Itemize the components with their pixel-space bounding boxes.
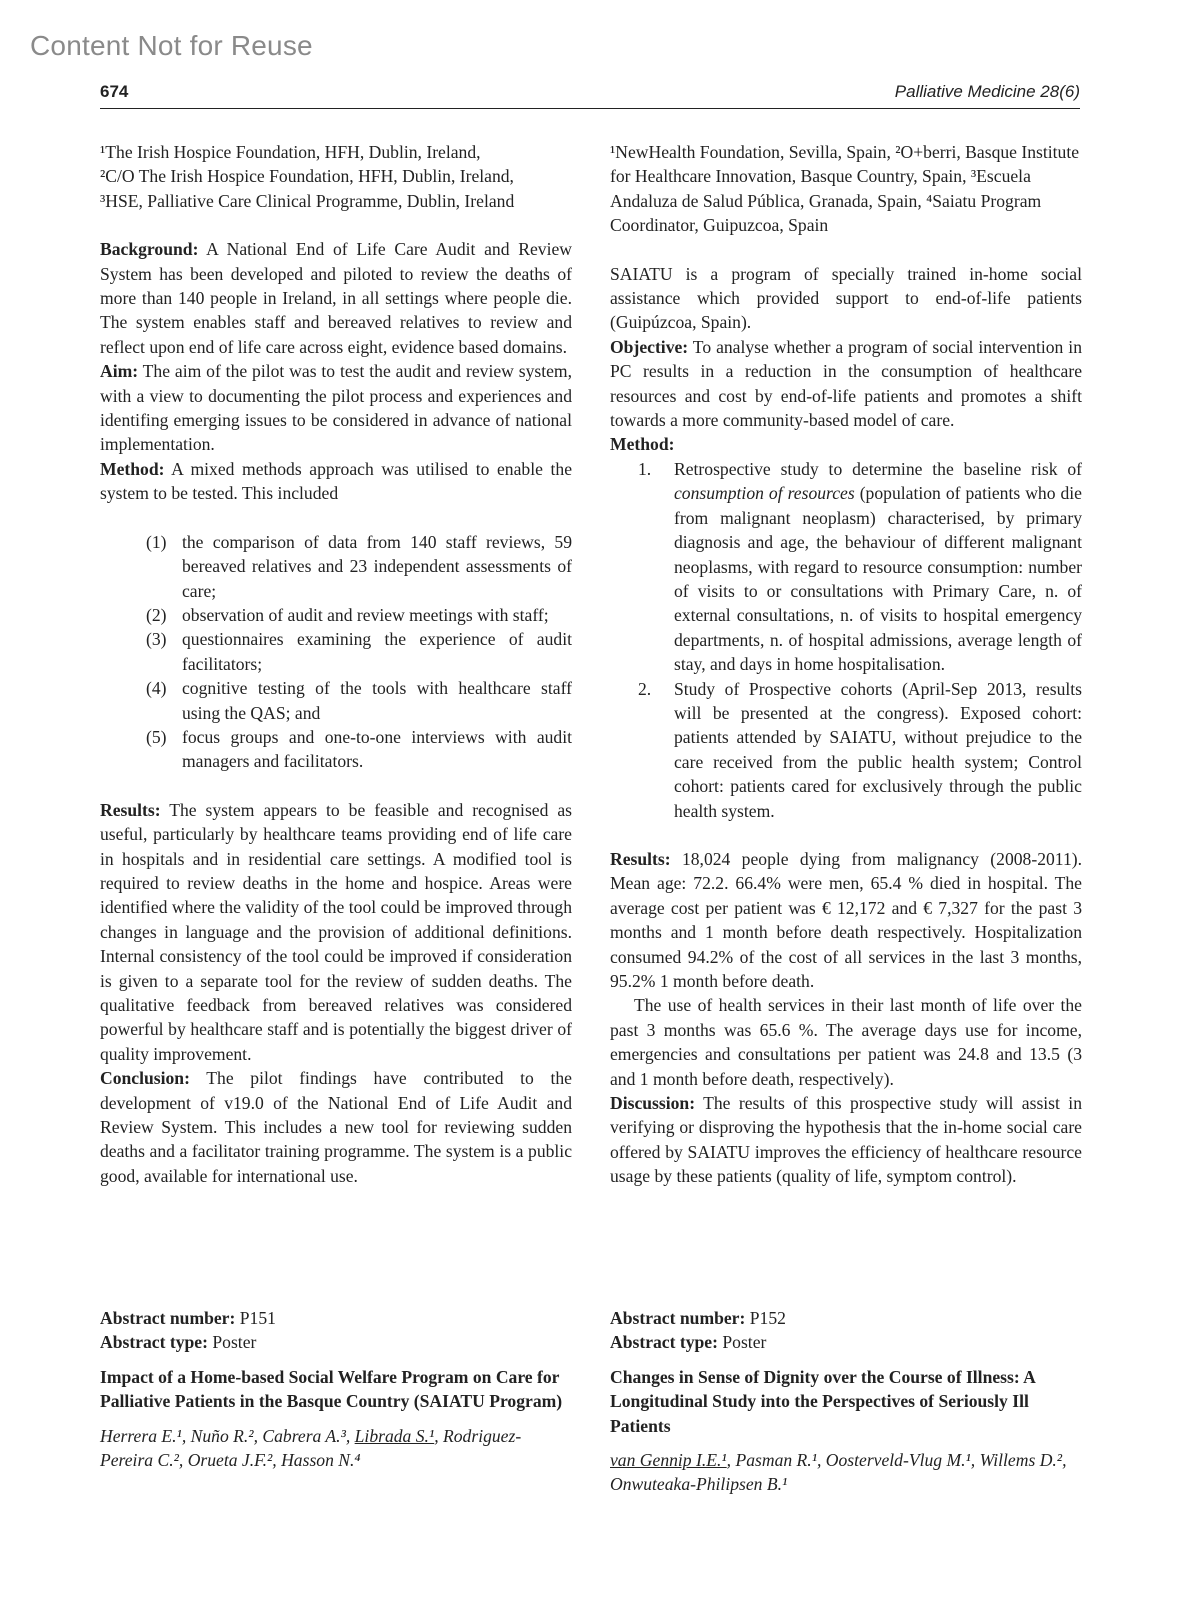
- list-text: focus groups and one-to-one interviews with audit managers and facilitators.: [182, 726, 572, 772]
- objective-paragraph: [610, 335, 1082, 433]
- presenting-author: van Gennip I.E.¹: [610, 1450, 727, 1471]
- abstract-number: [610, 1306, 1082, 1330]
- list-text: (population of patients who die from malignant neoplasm) characterised, by primary diagnosis and age, the behaviour of different malignant neoplasms, with regard to resource consumption: number of visits to or consultations with Primary Care, n. of external consultations, n. of visits to hospital emergency departments, n. of hospital admissions, average length of stay, and days in home hospitalisation.: [674, 483, 1082, 675]
- abstract-authors: [610, 1448, 1082, 1497]
- abstract-title: Impact of a Home-based Social Welfare Program on Care for Palliative Patients in the Basque Country (SAIATU Program): [100, 1366, 563, 1412]
- method-paragraph: [100, 457, 572, 506]
- list-number: (2): [146, 604, 167, 625]
- list-item: [146, 725, 572, 774]
- meta-value: P151: [235, 1308, 276, 1328]
- journal-title: Palliative Medicine 28(6): [894, 82, 1080, 101]
- section-text: 18,024 people dying from malignancy (2008-2011). Mean age: 72.2. 66.4% were men, 65.4 % died in hospital. The average cost per patient was € 12,172 and € 7,327 for the past 3 months and 1 month before death respectively. Hospitalization consumed 94.2% of the cost of all services in the last 3 months, 95.2% 1 month before death.: [610, 848, 1082, 991]
- results-paragraph: [610, 847, 1082, 993]
- presenting-author: Librada S.¹: [354, 1425, 435, 1446]
- section-label: Method:: [100, 458, 165, 479]
- section-label: Results:: [100, 799, 161, 820]
- section-label: Background:: [100, 239, 199, 260]
- meta-value: Poster: [207, 1332, 257, 1353]
- list-number: 2.: [638, 678, 652, 699]
- abstract-type: [610, 1330, 1082, 1354]
- list-number: (1): [146, 531, 167, 552]
- affiliations-p151: ¹NewHealth Foundation, Sevilla, Spain, ²O+berri, Basque Institute for Healthcare Innovation, Basque Country, Spain, ³Escuela Andaluza de Salud Pública, Granada, Spain, ⁴Saiatu Program Coordinator, Guipuzcoa, Spain: [610, 142, 1080, 236]
- abstract-authors: [100, 1424, 572, 1473]
- meta-label: Abstract type:: [100, 1332, 208, 1353]
- page-number: 674: [100, 82, 129, 101]
- meta-value: Poster: [717, 1332, 767, 1353]
- list-number: (5): [146, 726, 167, 747]
- background-paragraph: [100, 237, 572, 359]
- list-number: (3): [146, 629, 167, 650]
- left-column: [100, 140, 572, 1188]
- meta-label: Abstract number:: [100, 1308, 236, 1328]
- list-text: observation of audit and review meetings with staff;: [182, 604, 549, 625]
- list-text: the comparison of data from 140 staff reviews, 59 bereaved relatives and 23 independent assessments of care;: [182, 531, 572, 601]
- watermark: Content Not for Reuse: [30, 30, 313, 61]
- section-text: The aim of the pilot was to test the audit and review system, with a view to documenting the pilot process and experiences and identifing emerging issues to be considered in advance of national implementation.: [100, 361, 572, 455]
- section-label: Results:: [610, 848, 671, 869]
- discussion-paragraph: [610, 1091, 1082, 1189]
- method-list: [610, 457, 1082, 823]
- list-item: [638, 457, 1082, 677]
- section-label: Method:: [610, 434, 675, 455]
- section-text: A mixed methods approach was utilised to enable the system to be tested. This included: [100, 458, 572, 504]
- list-item: [638, 677, 1082, 823]
- list-text: Study of Prospective cohorts (April-Sep 2013, results will be presented at the congress). Exposed cohort: patients attended by SAIATU, without prejudice to the care received from the public health system; Control cohort: patients cared for exclusively through the public health system.: [674, 678, 1082, 821]
- authors-text: Herrera E.¹, Nuño R.², Cabrera A.³,: [100, 1425, 355, 1446]
- authors-text: , Rodriguez-Pereira C.², Orueta J.F.², Hasson N.⁴: [100, 1425, 522, 1471]
- list-item: [146, 603, 572, 627]
- meta-value: P152: [745, 1308, 786, 1328]
- list-item: [146, 676, 572, 725]
- conclusion-paragraph: [100, 1066, 572, 1188]
- abstract-p152: [610, 1306, 1082, 1497]
- section-text: A National End of Life Care Audit and Review System has been developed and piloted to review the deaths of more than 140 people in Ireland, in all settings where people die. The system enables staff and bereaved relatives to review and reflect upon end of life care across eight, evidence based domains.: [100, 239, 572, 357]
- method-list: [100, 530, 572, 774]
- section-text: The pilot findings have contributed to the development of v19.0 of the National End of Life Audit and Review System. This includes a new tool for reviewing sudden deaths and a facilitator training programme. The system is a public good, available for international use.: [100, 1068, 572, 1186]
- intro-paragraph: SAIATU is a program of specially trained in-home social assistance which provided support to end-of-life patients (Guipúzcoa, Spain).: [610, 263, 1082, 333]
- aim-paragraph: [100, 359, 572, 457]
- section-label: Aim:: [100, 361, 139, 382]
- results-paragraph: [100, 798, 572, 1066]
- section-label: Conclusion:: [100, 1068, 190, 1089]
- list-number: 1.: [638, 458, 652, 479]
- authors-text: , Pasman R.¹, Oosterveld-Vlug M.¹, Willems D.², Onwuteaka-Philipsen B.¹: [610, 1450, 1067, 1495]
- list-item: [146, 530, 572, 603]
- section-text: The results of this prospective study will assist in verifying or disproving the hypothesis that the in-home social care offered by SAIATU improves the efficiency of healthcare resource usage by these patients (quality of life, symptom control).: [610, 1093, 1082, 1187]
- list-text: questionnaires examining the experience of audit facilitators;: [182, 629, 572, 674]
- right-column: [610, 140, 1082, 1189]
- list-text: Retrospective study to determine the baseline risk of: [674, 458, 1082, 479]
- meta-label: Abstract type:: [610, 1332, 718, 1353]
- section-label: Objective:: [610, 336, 689, 357]
- method-heading: [610, 432, 1082, 456]
- section-label: Discussion:: [610, 1093, 696, 1114]
- results-paragraph-2: The use of health services in their last month of life over the past 3 months was 65.6 %. The average days use for income, emergencies and consultations per patient was 24.8 and 13.5 (3 and 1 month before death, respectively).: [610, 995, 1082, 1089]
- affiliations-p150: [100, 140, 572, 213]
- abstract-type: [100, 1330, 572, 1354]
- page-header: [100, 80, 1080, 109]
- section-text: The system appears to be feasible and recognised as useful, particularly by healthcare teams providing end of life care in hospitals and in residential care settings. A modified tool is required to review deaths in the home and hospice. Areas were identified where the validity of the tool could be improved through changes in language and the provision of additional definitions. Internal consistency of the tool could be improved if consideration is given to a separate tool for the review of sudden deaths. The qualitative feedback from bereaved relatives was considered powerful by healthcare staff and is potentially the biggest driver of quality improvement.: [100, 799, 572, 1064]
- list-number: (4): [146, 678, 167, 699]
- abstract-title: Changes in Sense of Dignity over the Course of Illness: A Longitudinal Study into the Perspectives of Seriously Ill Patients: [610, 1366, 1035, 1436]
- list-text-italic: consumption of resources: [674, 483, 855, 504]
- abstract-number: [100, 1306, 572, 1330]
- list-text: cognitive testing of the tools with healthcare staff using the QAS; and: [182, 678, 572, 723]
- abstract-p151: [100, 1306, 572, 1472]
- meta-label: Abstract number:: [610, 1308, 746, 1328]
- affiliation-line: ³HSE, Palliative Care Clinical Programme, Dublin, Ireland: [100, 190, 515, 211]
- affiliation-line: ²C/O The Irish Hospice Foundation, HFH, Dublin, Ireland,: [100, 166, 514, 187]
- list-item: [146, 627, 572, 676]
- affiliation-line: ¹The Irish Hospice Foundation, HFH, Dublin, Ireland,: [100, 142, 481, 162]
- section-text: To analyse whether a program of social intervention in PC results in a reduction in the consumption of healthcare resources and cost by end-of-life patients and promotes a shift towards a more community-based model of care.: [610, 336, 1082, 431]
